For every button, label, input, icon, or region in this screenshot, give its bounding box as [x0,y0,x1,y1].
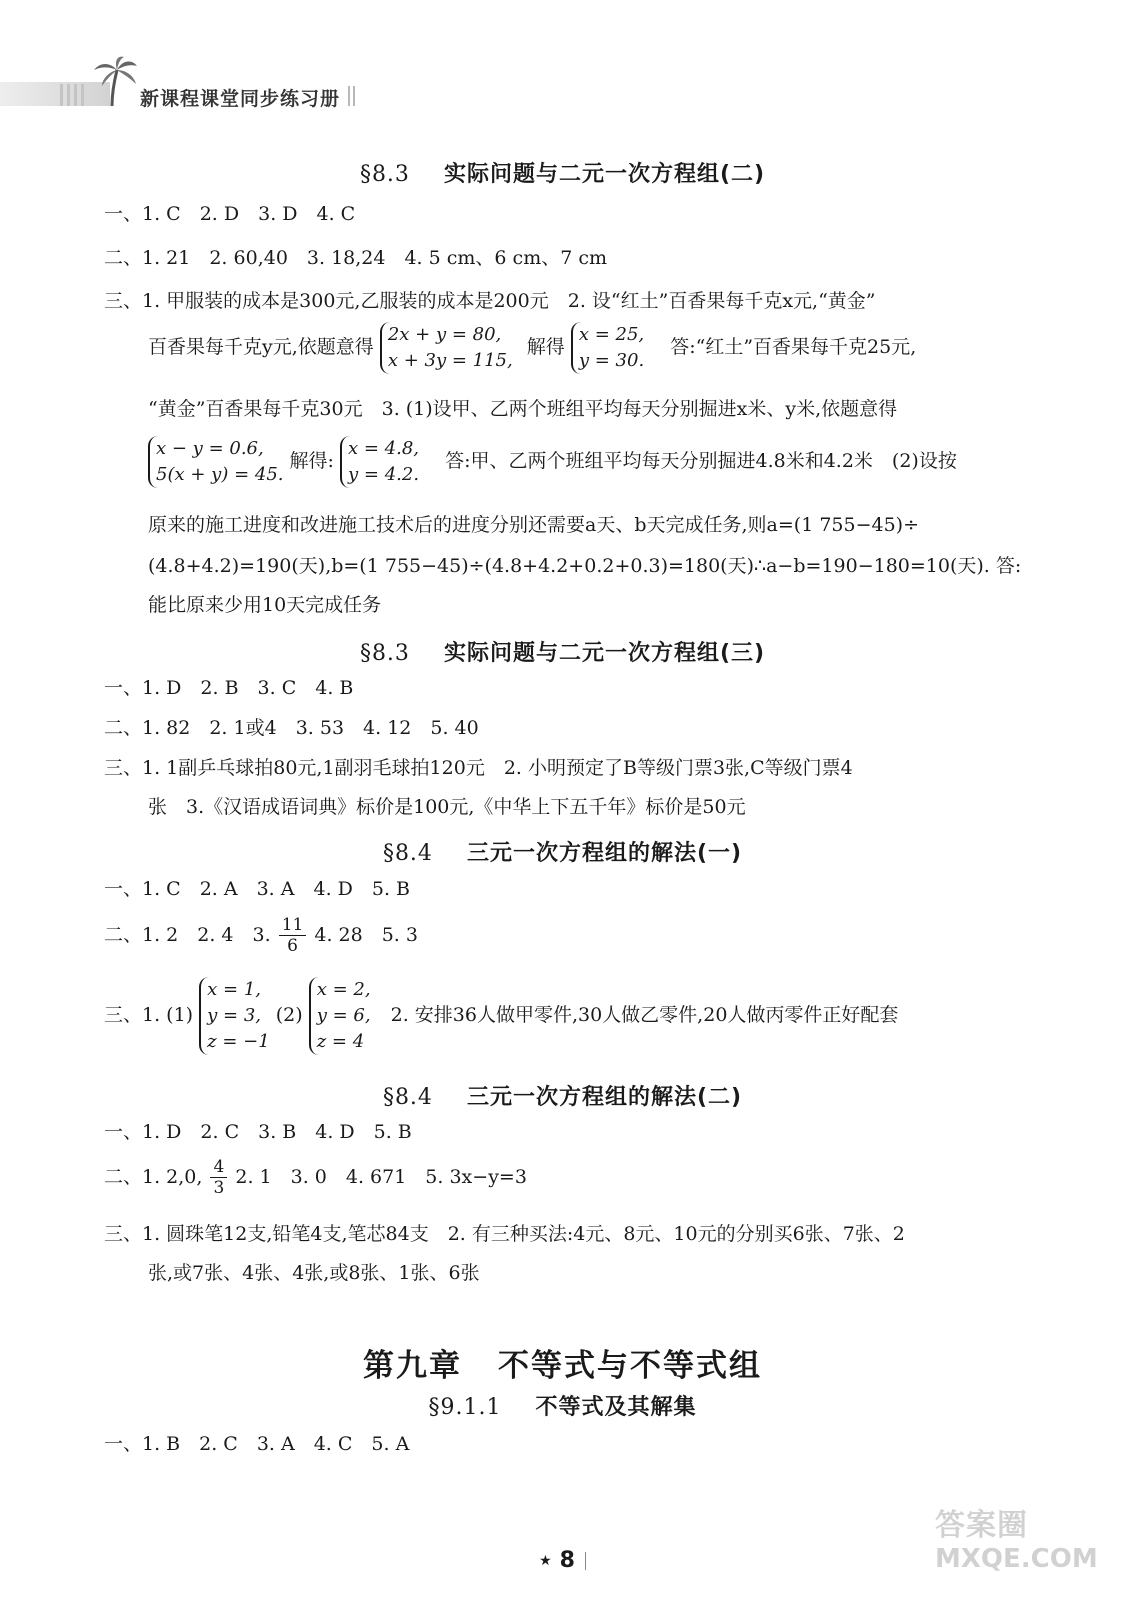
section-number: §8.3 [359,162,410,187]
answer-line-with-fraction [104,915,418,957]
palm-tree-icon [90,56,138,112]
denominator: 6 [287,936,298,957]
equation: x = 4.8, [348,438,420,459]
section-heading [0,1080,1125,1111]
answer-line: (4.8+4.2)=190(天),b=(1 755−45)÷(4.8+4.2+0.2+0.3)=180(天)∴a−b=190−180=10(天). 答: [148,555,1022,577]
equation: y = 3, [207,1005,262,1027]
answer-text: 2. 安排36人做甲零件,30人做乙零件,20人做丙零件正好配套 [390,1004,899,1027]
answer-text: 解得 [526,336,565,359]
equation: 2x + y = 80, [387,324,502,345]
equation: x = 2, [316,979,371,1000]
equation: x = 1, [207,979,261,1000]
answer-line: 一、1. D 2. C 3. B 4. D 5. B [104,1121,412,1143]
numerator: 4 [210,1157,227,1178]
book-title: 新课程课堂同步练习册 [140,88,341,110]
equation: x − y = 0.6, [156,438,264,459]
answer-text: 答:“红土”百香果每千克25元, [670,336,917,359]
answer-text: 二、1. 2 2. 4 3. [104,923,271,946]
answer-line: 二、1. 21 2. 60,40 3. 18,24 4. 5 cm、6 cm、7 cm [104,247,607,269]
equation: y = 30. [578,350,645,372]
equation-system [199,977,270,1055]
section-number: §8.3 [359,641,410,666]
answer-line: 一、1. C 2. A 3. A 4. D 5. B [104,878,411,900]
answer-line: 张 3.《汉语成语词典》标价是100元,《中华上下五千年》标价是50元 [148,796,746,818]
equation: y = 4.2. [348,464,420,486]
answer-line: 三、1. 甲服装的成本是300元,乙服装的成本是200元 2. 设“红土”百香果每千克x元,“黄金” [104,290,876,312]
section-title: 实际问题与二元一次方程组(二) [443,162,766,187]
chapter-title: 不等式与不等式组 [498,1348,762,1384]
answer-text: 2. 1 3. 0 4. 671 5. 3x−y=3 [235,1165,527,1188]
answer-line: 三、1. 1副乒乓球拍80元,1副羽毛球拍120元 2. 小明预定了B等级门票3张,C等级门票4 [104,757,853,779]
section-number: §9.1.1 [428,1395,502,1420]
equation-system [380,322,513,374]
section-title: 三元一次方程组的解法(一) [466,841,743,866]
answer-text: 百香果每千克y元,依题意得 [148,336,374,359]
answer-text: 二、1. 2,0, [104,1165,203,1188]
section-heading [0,157,1125,188]
answer-line: 三、1. 圆珠笔12支,铅笔4支,笔芯84支 2. 有三种买法:4元、8元、10元的分别买6张、7张、2 [104,1223,905,1245]
answer-text: 答:甲、乙两个班组平均每天分别掘进4.8米和4.2米 (2)设按 [445,450,957,473]
equation: x + 3y = 115, [387,350,513,372]
answer-line: 张,或7张、4张、4张,或8张、1张、6张 [148,1262,480,1284]
fraction [279,915,307,957]
header-decoration-bars [60,84,88,110]
section-title: 三元一次方程组的解法(二) [466,1085,743,1110]
section-heading [0,636,1125,667]
fraction [210,1157,227,1199]
answer-line: 一、1. B 2. C 3. A 4. C 5. A [104,1433,410,1455]
title-decoration-bars [348,86,358,110]
section-title: 不等式及其解集 [535,1395,697,1420]
answer-line: 原来的施工进度和改进施工技术后的进度分别还需要a天、b天完成任务,则a=(1 755−45)÷ [148,514,920,536]
answer-line-with-systems [104,977,898,1055]
equation: z = −1 [207,1031,270,1053]
page-number-value: 8 [559,1548,575,1573]
equation-system [148,436,284,488]
chapter-label: 第九章 [363,1348,462,1384]
equation-system [309,977,371,1055]
numerator: 11 [279,915,307,936]
answer-text: 4. 28 5. 3 [314,923,418,946]
answer-line-with-systems [148,436,957,488]
answer-line: 二、1. 82 2. 1或4 3. 53 4. 12 5. 40 [104,717,479,739]
section-heading [0,1390,1125,1421]
equation: z = 4 [316,1031,365,1053]
answer-text: 三、1. (1) [104,1004,194,1027]
equation-system [571,322,644,374]
answer-line-with-systems [148,322,916,374]
star-icon: ★ [539,1553,552,1569]
answer-line-with-fraction [104,1157,527,1199]
equation-system [340,436,419,488]
equation: 5(x + y) = 45. [156,464,284,486]
section-heading [0,836,1125,867]
watermark-logo [935,1500,1098,1574]
equation: x = 25, [578,324,645,345]
divider [585,1552,586,1570]
section-number: §8.4 [382,1085,433,1110]
answer-line: “黄金”百香果每千克30元 3. (1)设甲、乙两个班组平均每天分别掘进x米、y米,依题意得 [148,398,898,420]
answer-line: 一、1. C 2. D 3. D 4. C [104,203,356,225]
equation: y = 6, [316,1005,371,1027]
watermark-text: 答案圈 [935,1508,1028,1543]
answer-line: 能比原来少用10天完成任务 [148,594,382,616]
section-number: §8.4 [382,841,433,866]
answer-line: 一、1. D 2. B 3. C 4. B [104,677,354,699]
answer-text: (2) [275,1004,303,1027]
answer-text: 解得: [289,450,334,473]
section-title: 实际问题与二元一次方程组(三) [443,641,766,666]
watermark-url: MXQE.COM [935,1544,1098,1574]
denominator: 3 [213,1178,225,1199]
chapter-heading [0,1340,1125,1385]
